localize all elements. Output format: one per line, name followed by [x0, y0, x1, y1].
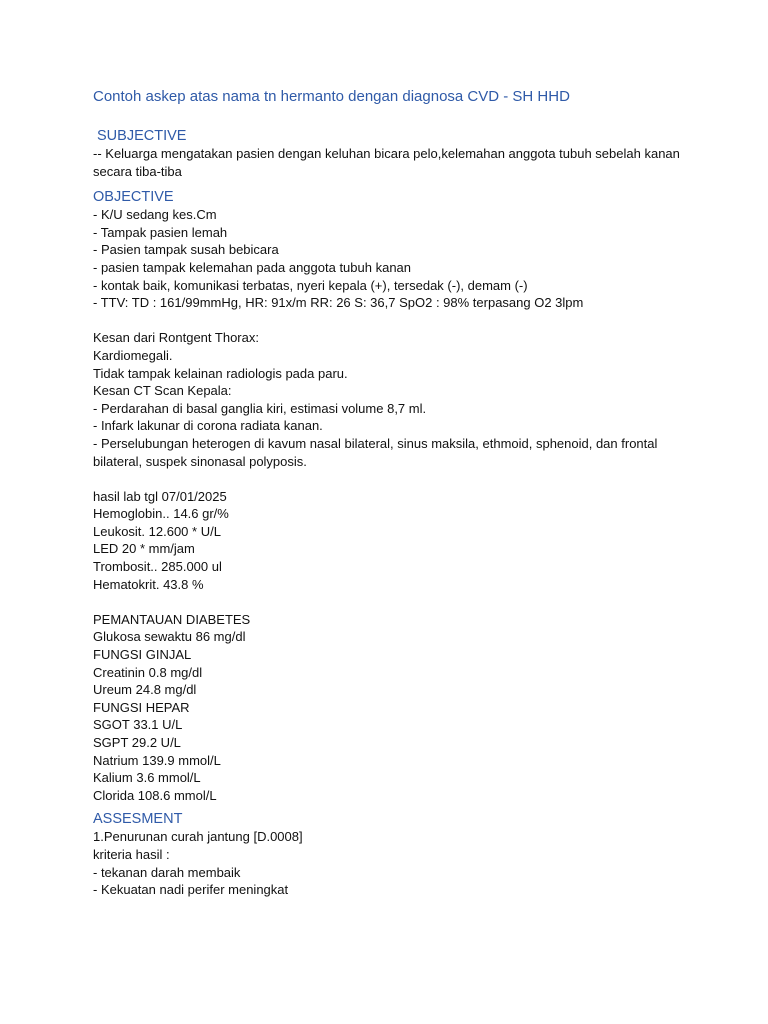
assesment-line: - Kekuatan nadi perifer meningkat: [93, 882, 289, 898]
objective-heading: OBJECTIVE: [93, 189, 174, 206]
lab-line: Hematokrit. 43.8 %: [93, 576, 204, 592]
subjective-heading: SUBJECTIVE: [97, 128, 187, 144]
chem-line: Natrium 139.9 mmol/L: [93, 752, 221, 768]
chem-line: SGPT 29.2 U/L: [93, 735, 181, 750]
chem-line: Clorida 108.6 mmol/L: [93, 787, 217, 803]
imaging-line: - Perselubungan heterogen di kavum nasal bilateral, sinus maksila, ethmoid, sphenoid, dan frontal bilateral, suspek sinonasal polyposis.: [93, 435, 658, 469]
objective-line: - kontak baik, komunikasi terbatas, nyeri kepala (+), tersedak (-), demam (-): [93, 277, 528, 293]
vital-signs-line: - TTV: TD : 161/99mmHg, HR: 91x/m RR: 26 S: 36,7 SpO2 : 98% terpasang O2 3lpm: [93, 295, 584, 311]
lab-line: Leukosit. 12.600 * U/L: [93, 523, 221, 539]
chem-section-label: PEMANTAUAN DIABETES: [93, 611, 251, 627]
lab-line: Hemoglobin.. 14.6 gr/%: [93, 506, 229, 522]
chem-line: Glukosa sewaktu 86 mg/dl: [93, 629, 246, 645]
assesment-line: 1.Penurunan curah jantung [D.0008]: [93, 829, 303, 845]
objective-line: - Pasien tampak susah bebicara: [93, 242, 279, 258]
imaging-line: Kesan CT Scan Kepala:: [93, 383, 232, 399]
chem-line: Creatinin 0.8 mg/dl: [93, 664, 203, 680]
lab-line: hasil lab tgl 07/01/2025: [93, 488, 227, 504]
paragraph-gap: [93, 593, 693, 611]
document-title: Contoh askep atas nama tn hermanto dengan diagnosa CVD - SH HHD: [93, 88, 570, 105]
imaging-line: - Perdarahan di basal ganglia kiri, estimasi volume 8,7 ml.: [93, 400, 427, 416]
subjective-line: -- Keluarga mengatakan pasien dengan keluhan bicara pelo,kelemahan anggota tubuh sebelah kanan secara tiba-tiba: [93, 146, 680, 179]
imaging-line: Tidak tampak kelainan radiologis pada paru.: [93, 365, 348, 381]
imaging-line: Kesan dari Rontgent Thorax:: [93, 330, 259, 346]
assesment-heading: ASSESMENT: [93, 811, 183, 828]
assesment-line: kriteria hasil :: [93, 846, 170, 862]
imaging-line: - Infark lakunar di corona radiata kanan.: [93, 418, 323, 434]
assesment-line: - tekanan darah membaik: [93, 864, 241, 880]
objective-line: - pasien tampak kelemahan pada anggota tubuh kanan: [93, 259, 412, 275]
paragraph-gap: [93, 312, 693, 330]
objective-line: - K/U sedang kes.Cm: [93, 207, 217, 223]
document-page: [93, 88, 693, 899]
chem-line: SGOT 33.1 U/L: [93, 717, 183, 733]
lab-line: LED 20 * mm/jam: [93, 541, 195, 557]
chem-section-label: FUNGSI GINJAL: [93, 647, 192, 663]
chem-line: Kalium 3.6 mmol/L: [93, 770, 201, 786]
chem-line: Ureum 24.8 mg/dl: [93, 682, 197, 698]
paragraph-gap: [93, 470, 693, 488]
imaging-line: Kardiomegali.: [93, 347, 173, 363]
chem-section-label: FUNGSI HEPAR: [93, 699, 190, 715]
lab-line: Trombosit.. 285.000 ul: [93, 559, 222, 575]
objective-line: - Tampak pasien lemah: [93, 224, 228, 240]
